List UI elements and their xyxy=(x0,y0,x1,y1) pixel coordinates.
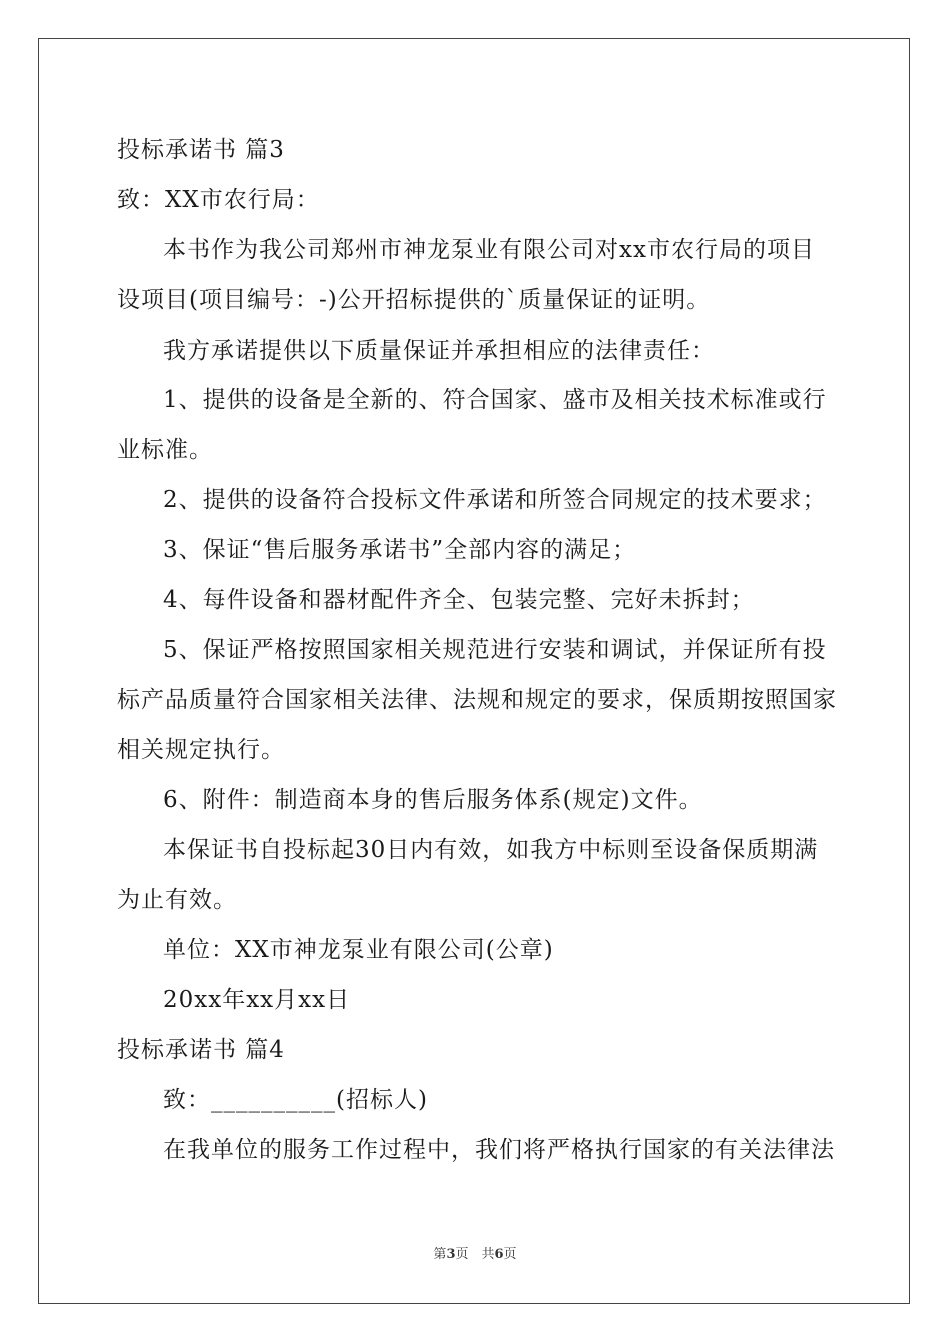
paragraph-line: 本保证书自投标起30日内有效，如我方中标则至设备保质期满 xyxy=(163,837,819,863)
footer-page-number: 3 xyxy=(446,1247,456,1262)
list-item-2: 2、提供的设备符合投标文件承诺和所签合同规定的技术要求； xyxy=(163,487,827,513)
salutation-line: 致：XX市农行局： xyxy=(117,187,320,213)
list-item-6: 6、附件：制造商本身的售后服务体系(规定)文件。 xyxy=(163,787,703,813)
footer-mid: 页 共 xyxy=(455,1247,495,1262)
page-footer xyxy=(0,1247,950,1263)
signature-unit: 单位：XX市神龙泵业有限公司(公章) xyxy=(163,937,554,963)
list-item-1: 1、提供的设备是全新的、符合国家、盛市及相关技术标准或行 xyxy=(163,387,827,413)
paragraph-line: 我方承诺提供以下质量保证并承担相应的法律责任： xyxy=(163,338,715,364)
list-item-1-continued: 业标准。 xyxy=(117,437,213,463)
section-heading-4: 投标承诺书 篇4 xyxy=(117,1037,285,1063)
footer-prefix: 第 xyxy=(433,1247,447,1262)
paragraph-line: 为止有效。 xyxy=(117,887,237,913)
list-item-5-continued: 标产品质量符合国家相关法律、法规和规定的要求，保质期按照国家 xyxy=(117,687,837,713)
signature-date: 20xx年xx月xx日 xyxy=(163,987,351,1013)
list-item-5: 5、保证严格按照国家相关规范进行安装和调试，并保证所有投 xyxy=(163,637,827,663)
list-item-4: 4、每件设备和器材配件齐全、包装完整、完好未拆封； xyxy=(163,587,755,613)
paragraph-line: 设项目(项目编号：-)公开招标提供的`质量保证的证明。 xyxy=(117,287,711,313)
footer-page-total: 6 xyxy=(494,1247,504,1262)
list-item-3: 3、保证“售后服务承诺书”全部内容的满足； xyxy=(163,537,637,563)
footer-suffix: 页 xyxy=(503,1247,517,1262)
paragraph-line: 本书作为我公司郑州市神龙泵业有限公司对xx市农行局的项目 xyxy=(163,237,815,263)
salutation-line: 致：__________(招标人) xyxy=(163,1087,428,1113)
list-item-5-continued: 相关规定执行。 xyxy=(117,737,285,763)
paragraph-line: 在我单位的服务工作过程中，我们将严格执行国家的有关法律法 xyxy=(163,1137,835,1163)
section-heading-3: 投标承诺书 篇3 xyxy=(117,137,285,163)
